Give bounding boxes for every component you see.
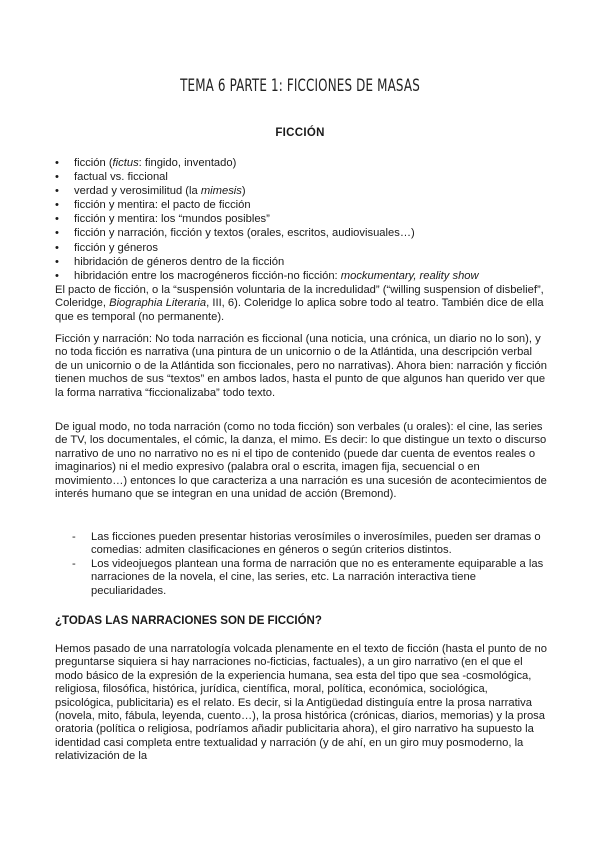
dash-item: - Las ficciones pueden presentar historias verosímiles o inverosímiles, pueden ser dramas o comedias: admiten clasificaciones en géneros o según criterios distintos.	[72, 531, 544, 558]
bullet-item: • hibridación entre los macrogéneros ficción-no ficción: mockumentary, reality show	[55, 269, 555, 283]
bullet-item: • verdad y verosimilitud (la mimesis)	[55, 184, 555, 198]
bullet-item: • ficción (fictus: fingido, inventado)	[55, 156, 555, 170]
paragraph-pacto-ficcion: El pacto de ficción, o la “suspensión voluntaria de la incredulidad” (“willing suspension of disbelief”, Coleridge, Biographia Literaria, III, 6). Coleridge lo aplica sobre todo al teatro. También dice de ella que es temporal (no permanente).	[55, 284, 544, 323]
section-heading: FICCIÓN	[275, 127, 325, 139]
paragraph-narracion-verbal: De igual modo, no toda narración (como no toda ficción) son verbales (u orales): el cine, las series de TV, los documentales, el cómic, la danza, el mimo. Es decir: lo que distingue un texto o discurso narrativo de uno no narrativo no es ni el tipo de contenido (puede dar cuenta de eventos reales o imaginarios) ni el medio expresivo (palabra oral o escrita, imagen fija, secuencial o en movimiento…) entonces lo que caracteriza a una narración es una sucesión de acontecimientos de interés humano que se integran en una unidad de acción (Bremond).	[55, 421, 547, 501]
paragraph-ficcion-narracion: Ficción y narración: No toda narración es ficcional (una noticia, una crónica, un diario no lo son), y no toda ficción es narrativa (una pintura de un unicornio o de la Atlántida, una descripción verbal de un unicornio o de la Atlántida son ficcionales, pero no narrativas). Ahora bien: narración y ficción tienen muchos de sus “textos” en ambos lados, hasta el punto de que algunos han querido ver que la forma narrativa “ficcionalizaba” todo texto.	[55, 333, 547, 399]
bullet-item: • ficción y narración, ficción y textos (orales, escritos, audiovisuales…)	[55, 226, 555, 240]
subsection-heading: ¿TODAS LAS NARRACIONES SON DE FICCIÓN?	[55, 615, 322, 627]
bullet-item: • ficción y géneros	[55, 241, 555, 255]
bullet-item: • hibridación de géneros dentro de la ficción	[55, 255, 555, 269]
document-title: TEMA 6 PARTE 1: FICCIONES DE MASAS	[180, 76, 420, 96]
bullet-item: • factual vs. ficcional	[55, 170, 555, 184]
bullet-item: • ficción y mentira: los “mundos posibles”	[55, 212, 555, 226]
dash-item: - Los videojuegos plantean una forma de narración que no es enteramente equiparable a las narraciones de la novela, el cine, las series, etc. La narración interactiva tiene peculiaridades.	[72, 558, 544, 598]
topic-bullet-list	[55, 156, 555, 283]
bullet-item: • ficción y mentira: el pacto de ficción	[55, 198, 555, 212]
paragraph-giro-narrativo: Hemos pasado de una narratología volcada plenamente en el texto de ficción (hasta el punto de no preguntarse siquiera si hay narraciones no-ficticias, factuales), a un giro narrativo (en el que el modo básico de la expresión de la experiencia humana, sea esta del tipo que sea -cosmológica, religiosa, filosófica, histórica, jurídica, científica, moral, política, económica, sociológica, psicológica, publicitaria) es el relato. Es decir, si la Antigüedad distinguía entre la prosa narrativa (novela, mito, fábula, leyenda, cuento…), la prosa histórica (crónicas, diarios, memorias) y la prosa oratoria (política o religiosa, podríamos añadir publicitaria ahora), el giro narrativo ha supuesto la identidad casi completa entre textualidad y narración (y de ahí, en un giro muy posmoderno, la relativización de la	[55, 643, 547, 763]
dash-list	[72, 531, 544, 598]
